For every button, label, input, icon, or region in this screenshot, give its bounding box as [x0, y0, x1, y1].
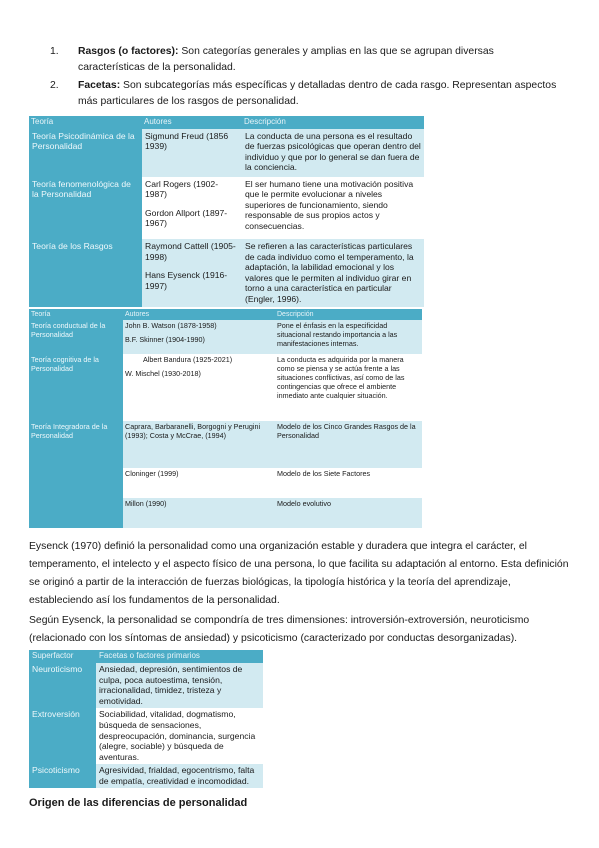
- table-row: [29, 354, 422, 421]
- table-row: [29, 421, 422, 468]
- eysenck-dimensions-paragraph: Según Eysenck, la personalidad se compondría de tres dimensiones: introversión-extroversión, neuroticismo (relacionado con los síntomas de ansiedad) y psicoticismo (caracterizado por conductas desorganizadas).: [29, 615, 530, 644]
- author: Albert Bandura (1925-2021): [143, 355, 233, 364]
- description-cell: El ser humano tiene una motivación positiva que le permite evolucionar a niveles superiores de funcionamiento, siendo responsable de sus propios actos y consecuencias.: [242, 177, 424, 239]
- table-row: [29, 320, 422, 354]
- list-term: Rasgos (o factores):: [78, 46, 179, 57]
- theory-cell: Teoría fenomenológica de la Personalidad: [29, 177, 142, 239]
- header-theory: Teoría: [29, 116, 142, 129]
- author: Hans Eysenck (1916-1997): [145, 270, 228, 291]
- list-number: 2.: [50, 80, 59, 91]
- theory-cell: Teoría de los Rasgos: [29, 239, 142, 307]
- table-header-row: [29, 116, 424, 129]
- author: Carl Rogers (1902-1987): [145, 178, 219, 200]
- theory-cell: Teoría Integradora de la Personalidad: [29, 421, 123, 468]
- description-cell: Modelo evolutivo: [275, 498, 422, 528]
- header-authors: Autores: [123, 309, 275, 320]
- authors-cell: [123, 421, 275, 468]
- author: Raymond Cattell (1905-1998): [145, 240, 236, 262]
- author: Gordon Allport (1897-1967): [145, 207, 228, 229]
- description-cell: Se refieren a las características particulares de cada individuo como el temperamento, la adaptación, la labilidad emocional y los valores que le permiten al individuo girar en torno a una característica en particular (Engler, 1996).: [242, 239, 424, 307]
- description-cell: Modelo de los Cinco Grandes Rasgos de la Personalidad: [275, 421, 422, 468]
- authors-cell: [142, 177, 242, 239]
- list-text: Son subcategorías más específicas y detalladas dentro de cada rasgo. Representan aspectos más particulares de los rasgos de personalidad.: [78, 80, 557, 107]
- header-facets: Facetas o factores primarios: [96, 650, 263, 663]
- theories-table-2: [29, 309, 422, 528]
- table-row: [29, 129, 424, 177]
- table-row: [29, 764, 263, 788]
- header-description: Descripción: [242, 116, 424, 129]
- authors-cell: [142, 129, 242, 177]
- description-cell: Pone el énfasis en la especificidad situacional restando importancia a las manifestaciones internas.: [275, 320, 422, 354]
- header-superfactor: Superfactor: [29, 650, 96, 663]
- superfactor-cell: Extroversión: [29, 708, 96, 764]
- list-text: Son categorías generales y amplias en las que se agrupan diversas características de la personalidad.: [78, 46, 494, 73]
- eysenck-definition-paragraph: Eysenck (1970) definió la personalidad como una organización estable y duradera que integra el carácter, el temperamento, el intelecto y el aspecto físico de una persona, lo que facilita su adaptación al entorno. Esta definición se originó a partir de la interacción de fuerzas biológicas, la tipología histórica y la teoría del aprendizaje, estableciendo así los fundamentos de la personalidad.: [29, 541, 569, 606]
- list-item-facetas: [44, 78, 559, 109]
- authors-cell: [123, 498, 275, 528]
- author: Cloninger (1999): [125, 469, 179, 478]
- header-authors: Autores: [142, 116, 242, 129]
- description-cell: Modelo de los Siete Factores: [275, 468, 422, 498]
- list-number: 1.: [50, 46, 59, 57]
- author: Sigmund Freud (1856 1939): [145, 130, 229, 152]
- facets-cell: Agresividad, frialdad, egocentrismo, falta de empatía, creatividad e incomodidad.: [96, 764, 263, 788]
- theory-cell: Teoría Psicodinámica de la Personalidad: [29, 129, 142, 177]
- author: Millon (1990): [125, 499, 167, 508]
- table-header-row: [29, 309, 422, 320]
- table-row: [29, 177, 424, 239]
- table-row: [29, 708, 263, 764]
- authors-cell: [123, 320, 275, 354]
- author: Caprara, Barbaranelli, Borgogni y Perugini (1993); Costa y McCrae, (1994): [125, 422, 261, 440]
- header-description: Descripción: [275, 309, 422, 320]
- header-theory: Teoría: [29, 309, 123, 320]
- description-cell: La conducta es adquirida por la manera como se piensa y se actúa frente a las situaciones conflictivas, así como de las contingencias que ofrece el ambiente inmediato ante cualquier situación.: [275, 354, 422, 421]
- author: B.F. Skinner (1904-1990): [125, 335, 205, 344]
- facets-cell: Ansiedad, depresión, sentimientos de culpa, poca autoestima, tensión, irracionalidad, timidez, tristeza y emotividad.: [96, 663, 263, 708]
- theory-cell: [29, 468, 123, 498]
- definitions-list: [44, 44, 559, 112]
- table-row: [29, 498, 422, 528]
- list-term: Facetas:: [78, 80, 121, 91]
- theory-cell: Teoría cognitiva de la Personalidad: [29, 354, 123, 421]
- list-item-rasgos: [44, 44, 559, 75]
- superfactors-table: [29, 650, 263, 788]
- table-row: [29, 468, 422, 498]
- theory-cell: Teoría conductual de la Personalidad: [29, 320, 123, 354]
- description-cell: La conducta de una persona es el resultado de fuerzas psicológicas que operan dentro del individuo y que por lo general se dan fuera de la conciencia.: [242, 129, 424, 177]
- table-row: [29, 663, 263, 708]
- facets-cell: Sociabilidad, vitalidad, dogmatismo, búsqueda de sensaciones, despreocupación, dominancia, surgencia (alegre, sociable) y búsqueda de aventuras.: [96, 708, 263, 764]
- authors-cell: [123, 468, 275, 498]
- authors-cell: [142, 239, 242, 307]
- author: John B. Watson (1878-1958): [125, 321, 217, 330]
- section-heading: Origen de las diferencias de personalidad: [29, 797, 248, 809]
- table-row: [29, 239, 424, 307]
- superfactor-cell: Psicoticismo: [29, 764, 96, 788]
- superfactor-cell: Neuroticismo: [29, 663, 96, 708]
- theory-cell: [29, 498, 123, 528]
- author: W. Mischel (1930-2018): [125, 369, 201, 378]
- theories-table-1: [29, 116, 424, 307]
- authors-cell: [123, 354, 275, 421]
- table-header-row: [29, 650, 263, 663]
